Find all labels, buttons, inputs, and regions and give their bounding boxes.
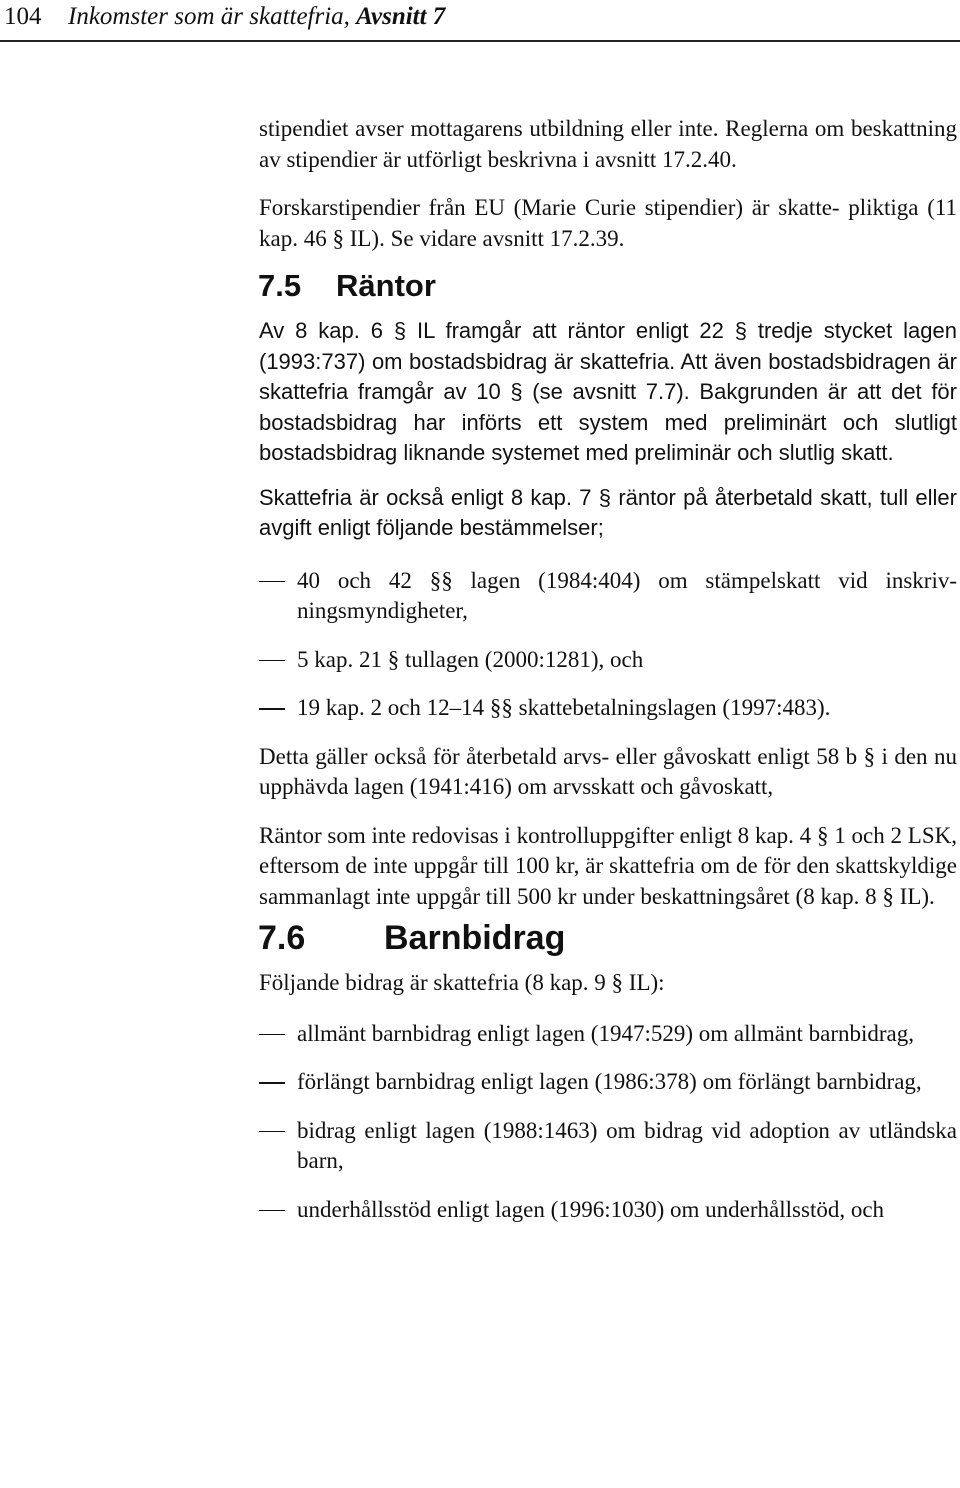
list-item: bidrag enligt lagen (1988:1463) om bidrag vid adoption av utländska barn, <box>259 1116 957 1177</box>
list-item: 5 kap. 21 § tullagen (2000:1281), och <box>259 645 957 676</box>
running-title-section: Avsnitt 7 <box>356 3 446 30</box>
header-rule <box>0 40 960 42</box>
paragraph-foljande-bidrag: Följande bidrag är skattefria (8 kap. 9 § IL): <box>259 970 665 995</box>
list-item: 40 och 42 §§ lagen (1984:404) om stämpelskatt vid inskriv- ningsmyndigheter, <box>259 566 957 627</box>
page-body <box>259 114 957 1243</box>
paragraph-stipend: stipendiet avser mottagarens utbildning eller inte. Reglerna om beskattning av stipendier är utförligt beskrivna i avsnitt 17.2.40. <box>259 116 957 172</box>
section-number: 7.6 <box>258 919 306 957</box>
running-title <box>68 0 445 34</box>
paragraph-rantor-bostadsbidrag: Av 8 kap. 6 § IL framgår att räntor enligt 22 § tredje stycket lagen (1993:737) om bostadsbidrag är skattefria. Att även bostadsbidragen är skattefria framgår av 10 § (se avsnitt 7.7). Bakgrunden är att det för bostadsbidrag har införts ett system med preliminärt och slutligt bostadsbidrag liknande systemet med preliminär och slutlig skatt. <box>259 318 957 465</box>
section-title: Räntor <box>336 268 436 303</box>
list-item: förlängt barnbidrag enligt lagen (1986:378) om förlängt barnbidrag, <box>259 1067 957 1098</box>
page-number: 104 <box>4 3 42 30</box>
list-bidrag <box>259 1019 957 1226</box>
list-bestammelser <box>259 566 957 724</box>
list-item: allmänt barnbidrag enligt lagen (1947:529) om allmänt barnbidrag, <box>259 1019 957 1050</box>
section-heading-7-5 <box>258 266 957 306</box>
list-item: underhållsstöd enligt lagen (1996:1030) om underhållsstöd, och <box>259 1195 957 1226</box>
list-item: 19 kap. 2 och 12–14 §§ skattebetalningslagen (1997:483). <box>259 693 957 724</box>
page-header <box>0 0 960 34</box>
running-title-prefix: Inkomster som är skattefria, <box>68 3 357 30</box>
paragraph-arvsskatt: Detta gäller också för återbetald arvs- eller gåvoskatt enligt 58 b § i den nu upphävda lagen (1941:416) om arvsskatt och gåvoskatt, <box>259 743 957 799</box>
section-number: 7.5 <box>258 268 302 303</box>
section-title: Barnbidrag <box>384 919 566 957</box>
paragraph-kontrolluppgifter: Räntor som inte redovisas i kontrolluppgifter enligt 8 kap. 4 § 1 och 2 LSK, eftersom de inte uppgår till 100 kr, är skattefria om de för den skattskyldige sammanlagt inte uppgår till 500 kr under beskattningsåret (8 kap. 8 § IL). <box>259 822 957 909</box>
paragraph-skattefria-rantor: Skattefria är också enligt 8 kap. 7 § räntor på återbetald skatt, tull eller avgift enligt följande bestämmelser; <box>259 484 957 540</box>
paragraph-forskarstipendier: Forskarstipendier från EU (Marie Curie stipendier) är skatte- pliktiga (11 kap. 46 § IL). Se vidare avsnitt 17.2.39. <box>259 195 957 251</box>
section-heading-7-6 <box>258 916 957 960</box>
